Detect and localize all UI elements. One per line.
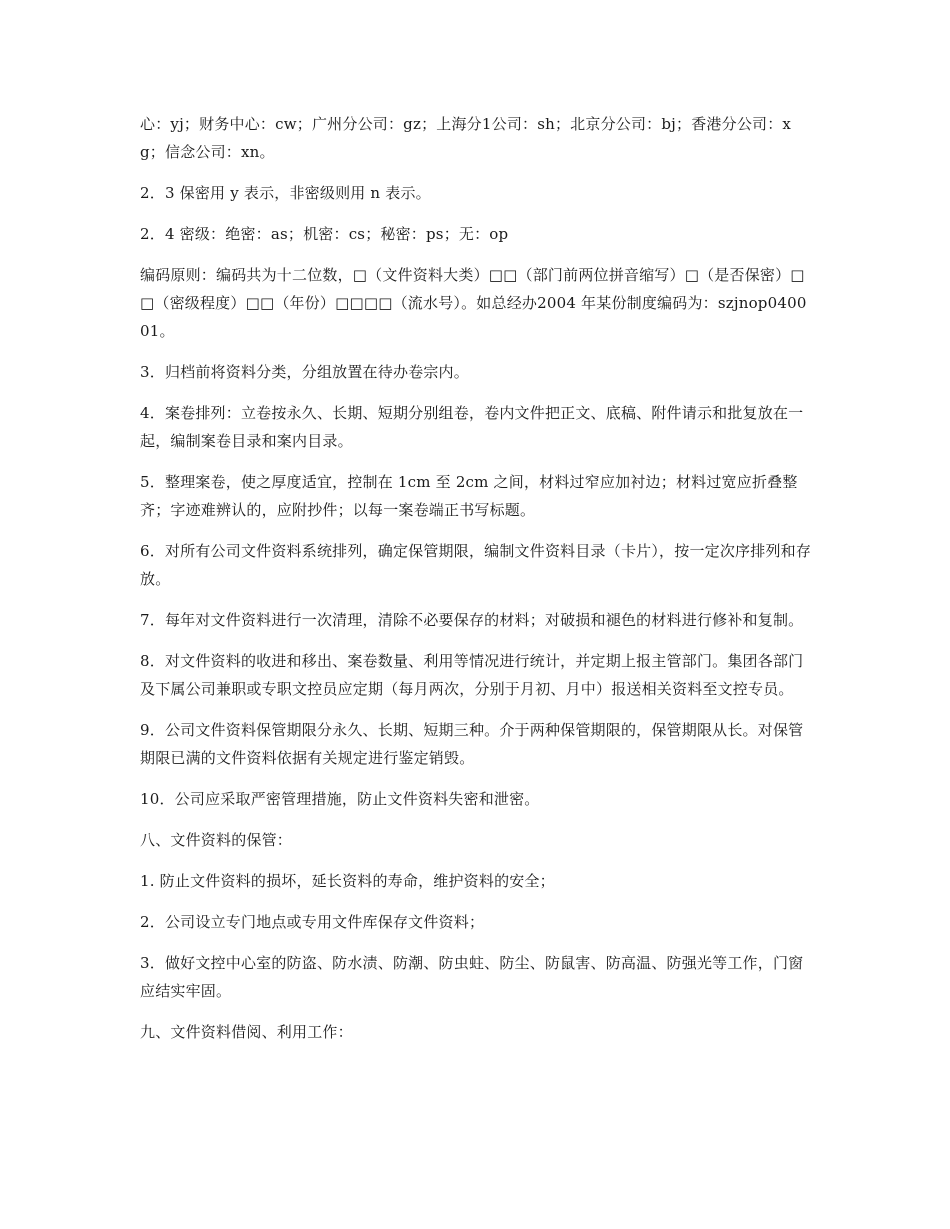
paragraph-9-retention-period: 9．公司文件资料保管期限分永久、长期、短期三种。介于两种保管期限的，保管期限从长。对保管期限已满的文件资料依据有关规定进行鉴定销毁。 [140,721,804,767]
paragraph-8-statistics: 8．对文件资料的收进和移出、案卷数量、利用等情况进行统计，并定期上报主管部门。集团各部门及下属公司兼职或专职文控员应定期（每月两次，分别于月初、月中）报送相关资料至文控专员。 [140,652,804,698]
document-body [140,110,812,1059]
paragraph-storage-2: 2．公司设立专门地点或专用文件库保存文件资料； [140,913,485,931]
paragraph-5-organize-files: 5．整理案卷，使之厚度适宜，控制在 1cm 至 2cm 之间，材料过窄应加衬边；材料过宽应折叠整齐；字迹难辨认的，应附抄件；以每一案卷端正书写标题。 [140,473,798,519]
paragraph-2-4-security-level: 2．4 密级：绝密：as；机密：cs；秘密：ps；无：op [140,225,509,243]
paragraph-6-system-arrangement: 6．对所有公司文件资料系统排列，确定保管期限，编制文件资料目录（卡片），按一定次序排列和存放。 [140,542,812,588]
paragraph-10-security-measures: 10．公司应采取严密管理措施，防止文件资料失密和泄密。 [140,790,540,808]
paragraph-7-annual-cleanup: 7．每年对文件资料进行一次清理，清除不必要保存的材料；对破损和褪色的材料进行修补和复制。 [140,611,804,629]
paragraph-3-pre-archive: 3．归档前将资料分类，分组放置在待办卷宗内。 [140,363,469,381]
paragraph-storage-3: 3．做好文控中心室的防盗、防水渍、防潮、防虫蛀、防尘、防鼠害、防高温、防强光等工作，门窗应结实牢固。 [140,954,804,1000]
paragraph-storage-1: 1. 防止文件资料的损坏，延长资料的寿命，维护资料的安全； [140,872,555,890]
section-heading-8-storage: 八、文件资料的保管： [140,831,293,849]
paragraph-2-3-confidential: 2．3 保密用 y 表示，非密级则用 n 表示。 [140,184,431,202]
section-heading-9-borrowing: 九、文件资料借阅、利用工作： [140,1023,353,1041]
paragraph-4-file-arrangement: 4．案卷排列：立卷按永久、长期、短期分别组卷，卷内文件把正文、底稿、附件请示和批复放在一起，编制案卷目录和案内目录。 [140,404,804,450]
paragraph-department-codes: 心：yj；财务中心：cw；广州分公司：gz；上海分1公司：sh；北京分公司：bj；香港分公司：xg；信念公司：xn。 [140,115,792,161]
paragraph-coding-principle: 编码原则：编码共为十二位数，□（文件资料大类）□□（部门前两位拼音缩写）□（是否保密）□□（密级程度）□□（年份）□□□□（流水号）。如总经办2004 年某份制度编码为：szjnop040001。 [140,266,807,340]
